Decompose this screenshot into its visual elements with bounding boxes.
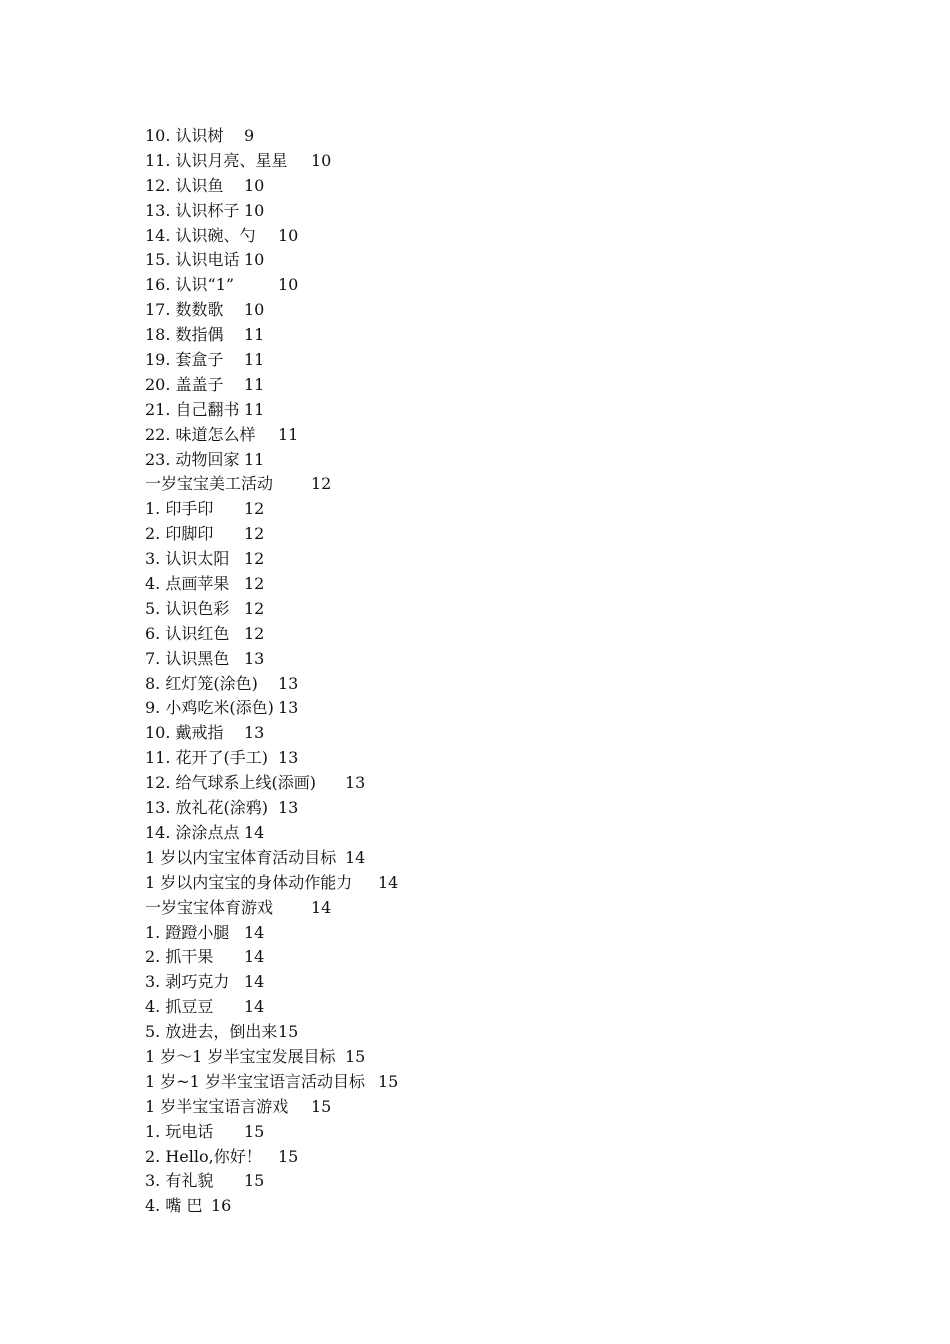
toc-entry-title: 16. 认识“1” xyxy=(145,275,235,295)
toc-entry-page: 10 xyxy=(244,250,265,270)
toc-entry-title: 3. 有礼貌 xyxy=(145,1171,214,1191)
toc-entry-title: 3. 剥巧克力 xyxy=(145,972,230,992)
toc-entry-page: 12 xyxy=(244,524,265,544)
toc-entry-page: 10 xyxy=(311,150,332,170)
toc-entry-page: 10 xyxy=(244,300,265,320)
toc-entry-title: 4. 抓豆豆 xyxy=(145,997,214,1017)
toc-entry xyxy=(145,323,398,348)
toc-entry-title: 2. 抓干果 xyxy=(145,947,214,967)
toc-entry-page: 12 xyxy=(244,598,265,618)
toc-entry-title: 12. 认识鱼 xyxy=(145,175,224,195)
toc-entry-title: 21. 自己翻书 xyxy=(145,399,240,419)
toc-entry-title: 8. 红灯笼(涂色) xyxy=(145,673,258,693)
toc-entry-page: 10 xyxy=(244,200,265,220)
toc-entry-page: 13 xyxy=(278,798,299,818)
toc-entry-title: 17. 数数歌 xyxy=(145,300,224,320)
toc-entry xyxy=(145,547,398,572)
toc-entry-page: 11 xyxy=(244,449,265,469)
toc-entry-title: 2. 印脚印 xyxy=(145,524,214,544)
toc-entry xyxy=(145,373,398,398)
toc-heading xyxy=(145,871,398,896)
toc-entry xyxy=(145,224,398,249)
toc-entry xyxy=(145,497,398,522)
toc-entry-page: 12 xyxy=(244,499,265,519)
toc-entry-title: 4. 嘴 巴 xyxy=(145,1196,203,1216)
toc-entry xyxy=(145,1169,398,1194)
toc-entry xyxy=(145,921,398,946)
toc-entry-title: 1 岁以内宝宝的身体动作能力 xyxy=(145,872,353,892)
toc-entry xyxy=(145,522,398,547)
toc-entry xyxy=(145,945,398,970)
toc-entry xyxy=(145,149,398,174)
toc-heading xyxy=(145,1095,398,1120)
toc-entry-title: 19. 套盒子 xyxy=(145,350,224,370)
toc-entry xyxy=(145,597,398,622)
toc-entry xyxy=(145,174,398,199)
toc-entry-title: 22. 味道怎么样 xyxy=(145,424,256,444)
toc-entry-title: 10. 戴戒指 xyxy=(145,723,224,743)
toc-entry-page: 14 xyxy=(244,922,265,942)
toc-entry-title: 一岁宝宝体育游戏 xyxy=(145,897,274,917)
toc-entry-title: 11. 认识月亮、星星 xyxy=(145,150,288,170)
toc-entry-page: 15 xyxy=(311,1096,332,1116)
toc-entry xyxy=(145,647,398,672)
toc-entry xyxy=(145,572,398,597)
toc-entry-page: 15 xyxy=(345,1046,366,1066)
toc-entry-page: 15 xyxy=(278,1146,299,1166)
toc-entry xyxy=(145,1120,398,1145)
toc-entry-page: 10 xyxy=(244,175,265,195)
toc-entry-page: 11 xyxy=(244,325,265,345)
toc-entry xyxy=(145,771,398,796)
toc-entry xyxy=(145,721,398,746)
toc-entry-page: 14 xyxy=(311,897,332,917)
toc-entry-page: 12 xyxy=(244,549,265,569)
toc-entry-page: 15 xyxy=(278,1022,299,1042)
toc-entry xyxy=(145,448,398,473)
toc-entry-title: 18. 数指偶 xyxy=(145,325,224,345)
toc-entry xyxy=(145,298,398,323)
toc-entry xyxy=(145,273,398,298)
toc-entry xyxy=(145,199,398,224)
toc-entry xyxy=(145,746,398,771)
toc-entry-title: 9. 小鸡吃米(添色) xyxy=(145,698,274,718)
toc-heading xyxy=(145,1070,398,1095)
toc-entry-title: 2. Hello,你好！ xyxy=(145,1146,262,1166)
toc-entry-title: 1 岁以内宝宝体育活动目标 xyxy=(145,847,337,867)
toc-entry-title: 1. 印手印 xyxy=(145,499,214,519)
toc-entry-title: 1. 玩电话 xyxy=(145,1121,214,1141)
toc-entry-page: 12 xyxy=(244,623,265,643)
toc-entry-page: 14 xyxy=(244,822,265,842)
toc-entry-page: 14 xyxy=(244,997,265,1017)
toc-entry-title: 5. 认识色彩 xyxy=(145,598,230,618)
toc-entry-page: 11 xyxy=(244,350,265,370)
toc-entry xyxy=(145,672,398,697)
toc-entry xyxy=(145,423,398,448)
toc-entry xyxy=(145,696,398,721)
toc-entry-title: 1 岁～1 岁半宝宝发展目标 xyxy=(145,1046,336,1066)
toc-entry xyxy=(145,970,398,995)
toc-entry-title: 20. 盖盖子 xyxy=(145,374,224,394)
toc-entry-title: 3. 认识太阳 xyxy=(145,549,230,569)
toc-entry-page: 14 xyxy=(345,847,366,867)
toc-entry xyxy=(145,248,398,273)
toc-entry xyxy=(145,995,398,1020)
toc-entry-title: 23. 动物回家 xyxy=(145,449,240,469)
toc-entry xyxy=(145,821,398,846)
toc-entry-page: 13 xyxy=(278,698,299,718)
toc-entry-page: 12 xyxy=(244,574,265,594)
toc-entry-title: 11. 花开了(手工) xyxy=(145,748,269,768)
toc-entry-page: 11 xyxy=(244,399,265,419)
toc-entry-title: 12. 给气球系上线(添画) xyxy=(145,773,317,793)
toc-entry xyxy=(145,796,398,821)
toc-entry-page: 14 xyxy=(244,972,265,992)
toc-entry-title: 14. 涂涂点点 xyxy=(145,822,240,842)
toc-entry-page: 13 xyxy=(345,773,366,793)
toc-entry-title: 14. 认识碗、勺 xyxy=(145,225,256,245)
toc-entry-title: 5. 放进去，倒出来 xyxy=(145,1022,278,1042)
toc-entry-page: 13 xyxy=(278,673,299,693)
toc-entry-page: 15 xyxy=(378,1071,399,1091)
toc-entry xyxy=(145,124,398,149)
toc-entry xyxy=(145,1020,398,1045)
toc-entry-title: 13. 放礼花(涂鸦) xyxy=(145,798,269,818)
toc-entry-title: 1 岁半宝宝语言游戏 xyxy=(145,1096,289,1116)
table-of-contents xyxy=(145,124,398,1219)
toc-entry-page: 15 xyxy=(244,1171,265,1191)
toc-entry-page: 10 xyxy=(278,275,299,295)
toc-heading xyxy=(145,1045,398,1070)
toc-entry-page: 14 xyxy=(244,947,265,967)
toc-entry-page: 13 xyxy=(244,648,265,668)
toc-entry-title: 一岁宝宝美工活动 xyxy=(145,474,274,494)
toc-entry-title: 1 岁~1 岁半宝宝语言活动目标 xyxy=(145,1071,365,1091)
toc-heading xyxy=(145,846,398,871)
toc-entry-title: 4. 点画苹果 xyxy=(145,574,230,594)
toc-entry xyxy=(145,348,398,373)
toc-entry-page: 12 xyxy=(311,474,332,494)
toc-entry-title: 7. 认识黑色 xyxy=(145,648,230,668)
toc-entry-page: 11 xyxy=(278,424,299,444)
toc-entry-page: 15 xyxy=(244,1121,265,1141)
toc-entry-page: 16 xyxy=(211,1196,232,1216)
toc-heading xyxy=(145,472,398,497)
toc-entry-page: 11 xyxy=(244,374,265,394)
toc-entry xyxy=(145,1194,398,1219)
toc-entry-title: 6. 认识红色 xyxy=(145,623,230,643)
toc-entry-page: 10 xyxy=(278,225,299,245)
toc-entry-page: 14 xyxy=(378,872,399,892)
toc-entry xyxy=(145,1145,398,1170)
toc-entry-title: 15. 认识电话 xyxy=(145,250,240,270)
toc-entry-title: 10. 认识树 xyxy=(145,126,224,145)
toc-entry xyxy=(145,622,398,647)
toc-entry xyxy=(145,398,398,423)
toc-entry-title: 1. 蹬蹬小腿 xyxy=(145,922,230,942)
toc-entry-page: 9 xyxy=(244,126,255,145)
toc-entry-title: 13. 认识杯子 xyxy=(145,200,240,220)
toc-entry-page: 13 xyxy=(278,748,299,768)
toc-entry-page: 13 xyxy=(244,723,265,743)
toc-heading xyxy=(145,896,398,921)
